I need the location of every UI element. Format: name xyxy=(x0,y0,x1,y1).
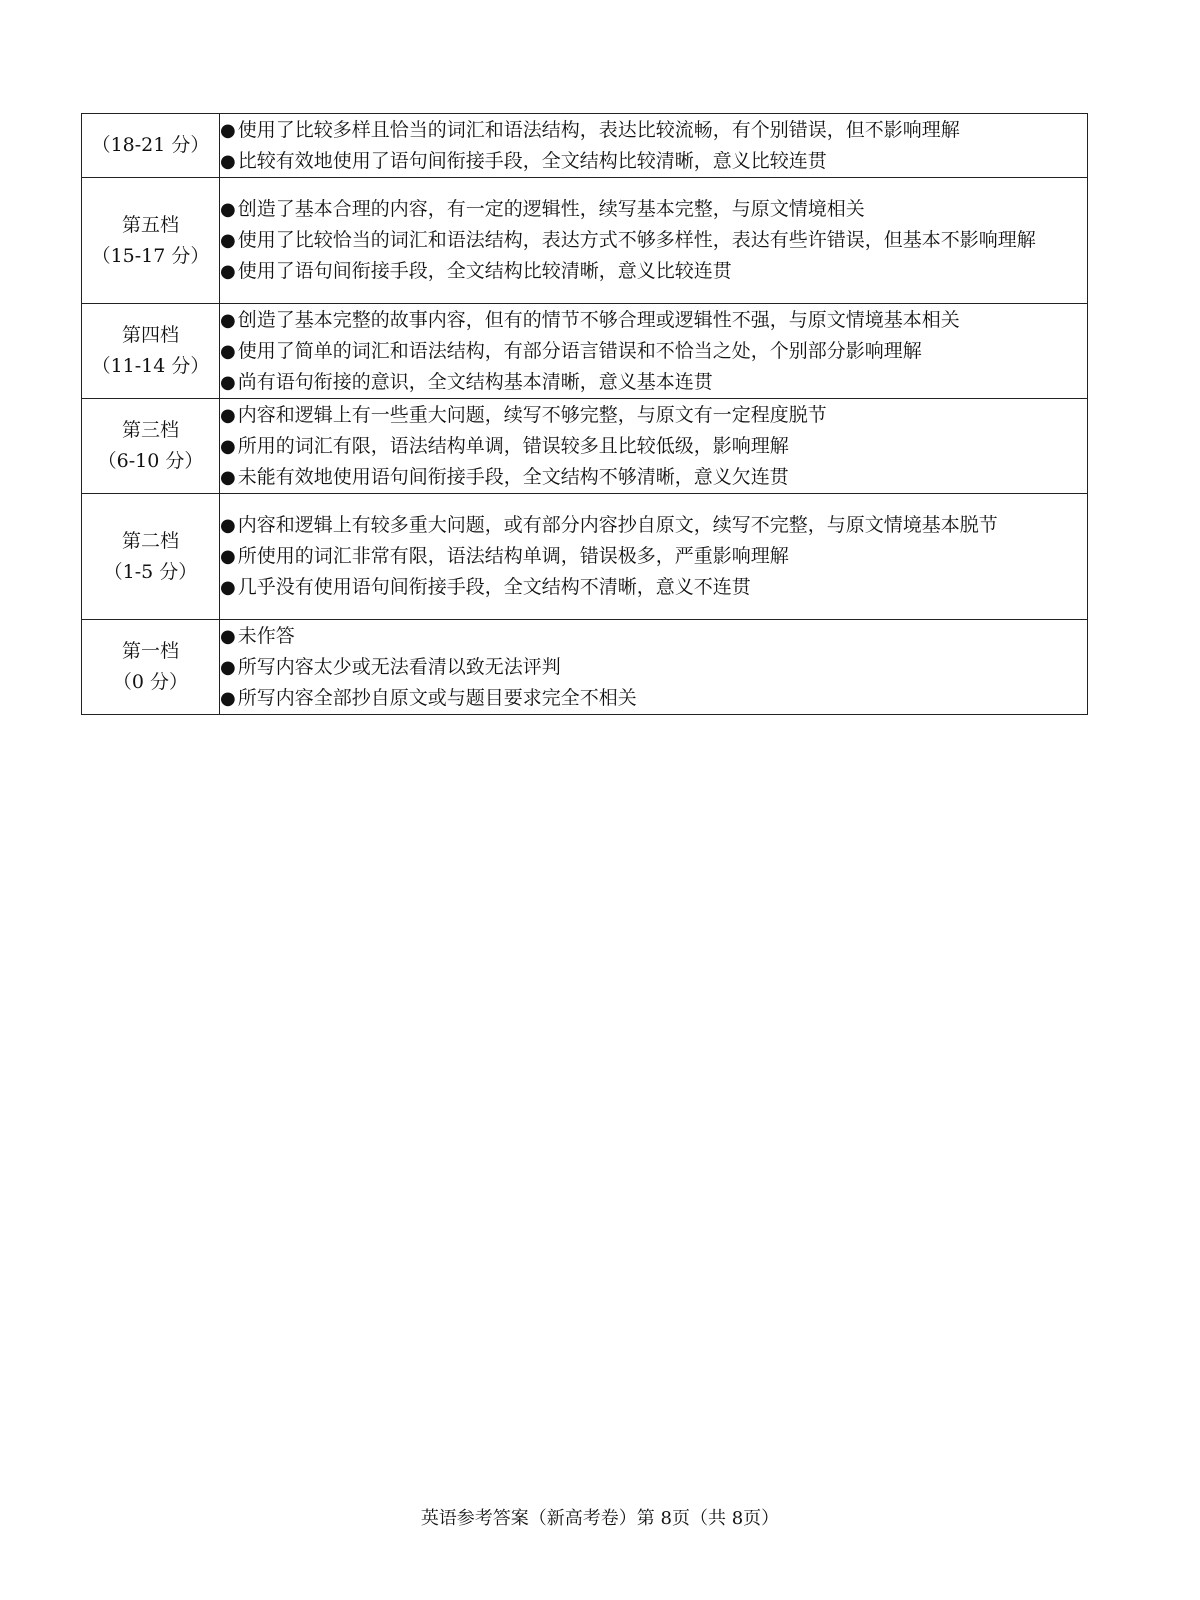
level-cell xyxy=(82,114,220,178)
level-name: 第四档 xyxy=(121,324,179,346)
scoring-rubric-table xyxy=(81,113,1088,715)
rubric-row xyxy=(82,399,1088,494)
level-cell xyxy=(82,399,220,494)
bullet-icon: ● xyxy=(220,119,236,141)
criterion-item: ● 使用了比较多样且恰当的词汇和语法结构，表达比较流畅，有个别错误，但不影响理解 xyxy=(220,118,960,141)
bullet-icon: ● xyxy=(220,546,236,567)
level-cell xyxy=(82,178,220,304)
bullet-icon: ● xyxy=(220,230,236,251)
level-score: （15-17 分） xyxy=(91,244,210,267)
criteria-cell xyxy=(220,620,1088,715)
criterion-item: ● 尚有语句衔接的意识，全文结构基本清晰，意义基本连贯 xyxy=(220,370,713,393)
criterion-item: ● 所用的词汇有限，语法结构单调，错误较多且比较低级，影响理解 xyxy=(220,434,789,457)
level-name: 第一档 xyxy=(121,640,179,662)
criteria-cell xyxy=(220,178,1088,304)
level-name: 第五档 xyxy=(121,213,179,236)
bullet-icon: ● xyxy=(220,371,236,393)
bullet-icon: ● xyxy=(220,577,236,598)
rubric-row xyxy=(82,114,1088,178)
bullet-icon: ● xyxy=(220,340,236,362)
bullet-icon: ● xyxy=(220,404,236,426)
criterion-item: ● 所写内容全部抄自原文或与题目要求完全不相关 xyxy=(220,686,637,709)
criterion-item: ● 创造了基本完整的故事内容，但有的情节不够合理或逻辑性不强，与原文情境基本相关 xyxy=(220,308,960,331)
bullet-icon: ● xyxy=(220,687,236,709)
criterion-item: ● 使用了语句间衔接手段，全文结构比较清晰，意义比较连贯 xyxy=(220,260,732,282)
rubric-row xyxy=(82,494,1088,620)
rubric-row xyxy=(82,178,1088,304)
criterion-item: ● 比较有效地使用了语句间衔接手段，全文结构比较清晰，意义比较连贯 xyxy=(220,149,827,172)
bullet-icon: ● xyxy=(220,515,236,536)
level-name: 第二档 xyxy=(121,529,179,552)
level-name: 第三档 xyxy=(121,419,179,441)
criterion-item: ● 使用了简单的词汇和语法结构，有部分语言错误和不恰当之处，个别部分影响理解 xyxy=(220,339,922,362)
bullet-icon: ● xyxy=(220,150,236,172)
criteria-cell xyxy=(220,399,1088,494)
criterion-item: ● 几乎没有使用语句间衔接手段，全文结构不清晰，意义不连贯 xyxy=(220,576,751,598)
bullet-icon: ● xyxy=(220,199,236,220)
bullet-icon: ● xyxy=(220,309,236,331)
bullet-icon: ● xyxy=(220,261,236,282)
level-cell xyxy=(82,304,220,399)
bullet-icon: ● xyxy=(220,435,236,457)
criterion-item: ● 内容和逻辑上有较多重大问题，或有部分内容抄自原文，续写不完整，与原文情境基本脱节 xyxy=(220,514,998,536)
level-score: （18-21 分） xyxy=(91,134,210,156)
criteria-cell xyxy=(220,304,1088,399)
bullet-icon: ● xyxy=(220,466,236,488)
level-score: （11-14 分） xyxy=(91,355,210,377)
level-cell xyxy=(82,494,220,620)
rubric-row xyxy=(82,620,1088,715)
page-footer: 英语参考答案（新高考卷）第 8页（共 8页） xyxy=(420,1508,780,1529)
criterion-item: ● 所使用的词汇非常有限，语法结构单调，错误极多，严重影响理解 xyxy=(220,545,789,567)
level-score: （1-5 分） xyxy=(103,560,198,583)
criteria-cell xyxy=(220,494,1088,620)
bullet-icon: ● xyxy=(220,625,236,647)
level-score: （0 分） xyxy=(112,671,189,693)
level-cell xyxy=(82,620,220,715)
bullet-icon: ● xyxy=(220,656,236,678)
criteria-cell xyxy=(220,114,1088,178)
level-score: （6-10 分） xyxy=(97,450,204,472)
criterion-item: ● 未能有效地使用语句间衔接手段，全文结构不够清晰，意义欠连贯 xyxy=(220,465,789,488)
criterion-item: ● 创造了基本合理的内容，有一定的逻辑性，续写基本完整，与原文情境相关 xyxy=(220,198,865,220)
criterion-item: ● 使用了比较恰当的词汇和语法结构，表达方式不够多样性，表达有些许错误，但基本不影响理解 xyxy=(220,229,1036,251)
criterion-item: ● 所写内容太少或无法看清以致无法评判 xyxy=(220,655,561,678)
criterion-item: ● 未作答 xyxy=(220,624,295,647)
rubric-row xyxy=(82,304,1088,399)
criterion-item: ● 内容和逻辑上有一些重大问题，续写不够完整，与原文有一定程度脱节 xyxy=(220,403,827,426)
